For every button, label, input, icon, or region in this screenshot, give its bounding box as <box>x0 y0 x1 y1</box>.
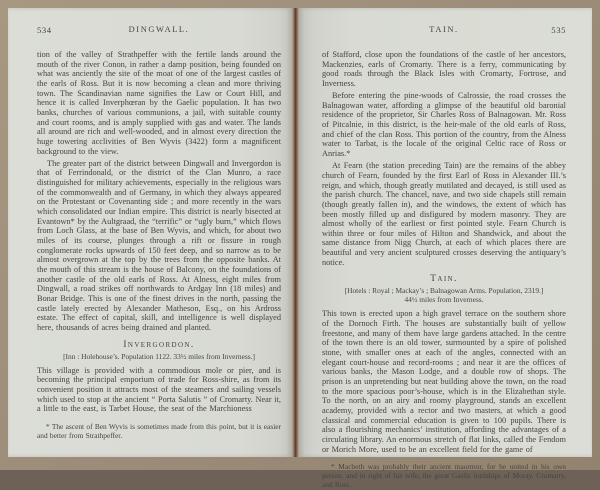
book-gutter <box>292 8 299 457</box>
section-meta-tain <box>322 286 566 304</box>
page-right <box>299 8 592 490</box>
running-head-left: DINGWALL. <box>128 25 190 34</box>
page-left <box>8 8 292 457</box>
footnote-left: * The ascent of Ben Wyvis is sometimes made from this point, but it is easier and better from Strathpeffer. <box>37 421 281 440</box>
paragraph-invergordon: This village is provided with a commodious mole or pier, and is becoming the principal emporium of trade for Ross-shire, as from its convenient position it attracts most of the steamers and sailing vessels which used to stop at the ancient “ Porta Salutis ” of Cromarty. Near it, a little to the east, is Tarbet House, the seat of the Marchioness <box>37 365 281 414</box>
section-heading-invergordon: Invergordon. <box>123 339 195 350</box>
section-meta-tain-line2: 44½ miles from Inverness. <box>404 295 484 305</box>
page-header-left <box>37 25 281 36</box>
paragraph-tain: This town is erected upon a high gravel terrace on the southern shore of the Dornoch Firth. The houses are substantially built of yellow freestone, and many of them have large gardens attached. In the centre of the town there is an old tower, surmounted by a spire of polished stone, with smaller ones at each of the angles, connected with an elegant court-house and record-rooms ; and near it are the offices of various banks, the Mason Lodge, and a double row of shops. The prison is an unpretending but neat building above the town, on the road to the more spacious poor’s-house, which is in the Elizabethan style. To the north, on an airy and roomy playground, stands an excellent academy, provided with a rector and two masters, at which a good classical and commercial education is given to 100 pupils. There is also a flourishing mechanics’ institution, affording the advantages of a circulating library. An enormous stretch of flat links, called the Fendom or Morich More, used to be an excellent field for the game of <box>322 309 566 454</box>
running-head-right: TAIN. <box>429 25 459 34</box>
paragraph-fearn: At Fearn (the station preceding Tain) are the remains of the abbey church of Fearn, founded by the first Earl of Ross in Alexander III.’s reign, and which, though greatly mutilated and decayed, is still used as the parish church. The chancel, nave, and two side chapels still remain (though greatly fallen in), and the windows, the extent of which has been mostly filled up and disfigured by modern masonry. They are almost wholly of the earliest or first pointed style. Fearn Church is within three or four miles of Hilton and Shandwick, and about the same distance from Nigg Church, at each of which places there are beautiful and very ancient sculptured crosses deserving the antiquary’s notice. <box>322 161 566 267</box>
paragraph-strathpeffer-continuation: tion of the valley of Strathpeffer with the fertile lands around the mouth of the river Conon, in rather a damp position, being founded on what was anciently the site of the moat of one of the largest castles of the earls of Ross. But it is now becoming a clean and more thriving town. The Scandinavian name signifies the Law or Court Hill, and hence it is called Inverphœran by the Gaelic population. It has two banks, churches of various communions, a jail, with suitable county and court rooms, and is amply supplied with gas and water. The lands all around are rich and well-wooded, and in almost every direction the huge towering acclivities of Ben Wyvis (3422) form a magnificent background to the view. <box>37 50 281 156</box>
paragraph-ferrindonald: The greater part of the district between Dingwall and Invergordon is that of Ferrindonald, or the district of the Clan Munro, a race distinguished for military achievements, especially in the religious wars of the commonwealth and of Germany, in which they always appeared on the Protestant or Covenanting side ; and more recently in the wars which consolidated our Indian empire. This district is nearly bisected at Evantown* by the Aultgraad, the “terrific” or “ugly burn,” which flows from Loch Glass, at the base of Ben Wyvis, and which, for about two miles of its course, plunges through a rift or fissure in rough conglomerate rocks upwards of 150 feet deep, and so narrow as to be almost overgrown at the top by the trees from the opposite banks. At the mouth of this stream is the house of Balcony, on the foundations of another castle of the old earls of Ross. At Alness, eight miles from Dingwall, a road strikes off northwards to Ardgay Inn (18 miles) and Bonar Bridge. This is one of the finest drives in the north, passing the castle lately erected by Alexander Matheson, Esq., on his Ardross estate. The effect of capital, skill, and intelligence is well displayed here, thousands of acres being drained and planted. <box>37 158 281 332</box>
page-header-right <box>322 25 566 36</box>
section-heading-tain: Tain. <box>430 274 458 285</box>
page-number-left: 534 <box>37 25 52 35</box>
paragraph-stafford-continuation: of Stafford, close upon the foundations of the castle of her ancestors, Mackenzies, earls of Cromarty. There is a ferry, communicating by good roads through the Black Isles with Cromarty, Fortrose, and Inverness. <box>322 50 566 88</box>
section-meta-invergordon: [Inn : Holehouse’s. Population 1122. 33½ miles from Inverness.] <box>63 351 255 361</box>
paragraph-calrossie: Before entering the pine-woods of Calrossie, the road crosses the Balnagowan water, affording a glimpse of the beautiful old baronial residence of the proprietor, Sir Charles Ross of Balnagowan. Mr. Ross of Pitcalnie, in this district, is the heir-male of the old earls of Ross, and chief of the clan Ross. This portion of the country, from the Alness water to Tarbat, is the locale of the original Celtic race of Ross or Anrias.* <box>322 91 566 159</box>
page-number-right: 535 <box>551 25 566 35</box>
footnote-right: * Macbeth was probably their ancient maormor, for he united in his own person, and in right of his wife, the great Gaelic lordships of Moray, Cromarty, and Ross. <box>322 462 566 490</box>
section-meta-tain-line1: [Hotels : Royal ; Mackay’s ; Balnagowan Arms. Population, 2319.] <box>344 286 544 296</box>
